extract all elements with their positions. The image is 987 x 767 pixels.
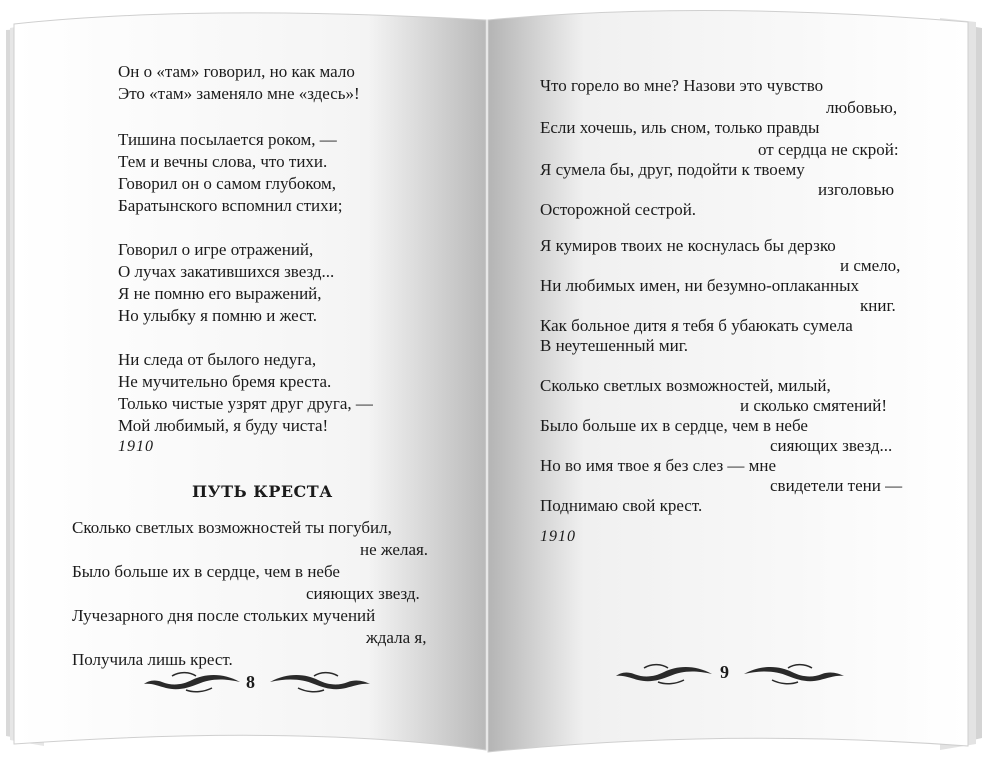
ornament-right-icon bbox=[742, 660, 846, 686]
verse-line: сияющих звезд. bbox=[306, 584, 420, 603]
verse-line: Как больное дитя я тебя б убаюкать сумела bbox=[540, 316, 853, 335]
verse-line: ждала я, bbox=[366, 628, 427, 647]
verse-line: Но улыбку я помню и жест. bbox=[118, 306, 318, 325]
verse-line: Лучезарного дня после стольких мучений bbox=[72, 606, 376, 625]
page-number: 8 bbox=[246, 672, 255, 692]
verse-line: Говорил он о самом глубоком, bbox=[118, 174, 337, 193]
verse-line: Поднимаю свой крест. bbox=[540, 496, 703, 515]
left-page bbox=[8, 0, 486, 767]
verse-line: Я не помню его выражений, bbox=[118, 284, 322, 303]
verse-line: Если хочешь, иль сном, только правды bbox=[540, 118, 820, 137]
verse-line: любовью, bbox=[826, 98, 898, 117]
ornament-left-icon bbox=[614, 660, 714, 686]
verse-line: и сколько смятений! bbox=[740, 396, 887, 415]
verse-line: Я кумиров твоих не коснулась бы дерзко bbox=[540, 236, 836, 255]
verse-line: Получила лишь крест. bbox=[72, 650, 233, 669]
verse-line: О лучах закатившихся звезд... bbox=[118, 262, 335, 281]
verse-line: сияющих звезд... bbox=[770, 436, 893, 455]
verse-line: Только чистые узрят друг друга, — bbox=[118, 394, 373, 413]
verse-line: Я сумела бы, друг, подойти к твоему bbox=[540, 160, 805, 179]
verse-line: Сколько светлых возможностей, милый, bbox=[540, 376, 831, 395]
verse-line: Тишина посылается роком, — bbox=[118, 130, 337, 149]
verse-line: В неутешенный миг. bbox=[540, 336, 689, 355]
verse-line: Сколько светлых возможностей ты погубил, bbox=[72, 518, 392, 537]
verse-line: Было больше их в сердце, чем в небе bbox=[72, 562, 340, 581]
ornament-right-icon bbox=[268, 668, 372, 694]
verse-line: Но во имя твое я без слез — мне bbox=[540, 456, 777, 475]
verse-line: Тем и вечны слова, что тихи. bbox=[118, 152, 328, 171]
verse-line: Баратынского вспомнил стихи; bbox=[118, 196, 343, 215]
verse-line: Осторожной сестрой. bbox=[540, 200, 697, 219]
verse-line: свидетели тени — bbox=[770, 476, 903, 495]
poem-date: 1910 bbox=[540, 528, 576, 545]
verse-line: не желая. bbox=[360, 540, 429, 559]
verse-line: Мой любимый, я буду чиста! bbox=[118, 416, 329, 435]
verse-line: Ни любимых имен, ни безумно-оплаканных bbox=[540, 276, 860, 295]
poem-date: 1910 bbox=[118, 438, 154, 455]
verse-line: Он о «там» говорил, но как мало bbox=[118, 62, 355, 81]
verse-line: от сердца не скрой: bbox=[758, 140, 899, 159]
verse-line: изголовью bbox=[818, 180, 895, 199]
poem-title: ПУТЬ КРЕСТА bbox=[192, 482, 333, 501]
verse-line: Не мучительно бремя креста. bbox=[118, 372, 332, 391]
verse-line: книг. bbox=[860, 296, 896, 315]
verse-line: Говорил о игре отражений, bbox=[118, 240, 314, 259]
right-page bbox=[488, 0, 978, 767]
verse-line: Это «там» заменяло мне «здесь»! bbox=[118, 84, 360, 103]
verse-line: Что горело во мне? Назови это чувство bbox=[540, 76, 824, 95]
ornament-left-icon bbox=[142, 668, 242, 694]
verse-line: Было больше их в сердце, чем в небе bbox=[540, 416, 808, 435]
page-number: 9 bbox=[720, 662, 729, 682]
verse-line: и смело, bbox=[840, 256, 901, 275]
verse-line: Ни следа от былого недуга, bbox=[118, 350, 317, 369]
